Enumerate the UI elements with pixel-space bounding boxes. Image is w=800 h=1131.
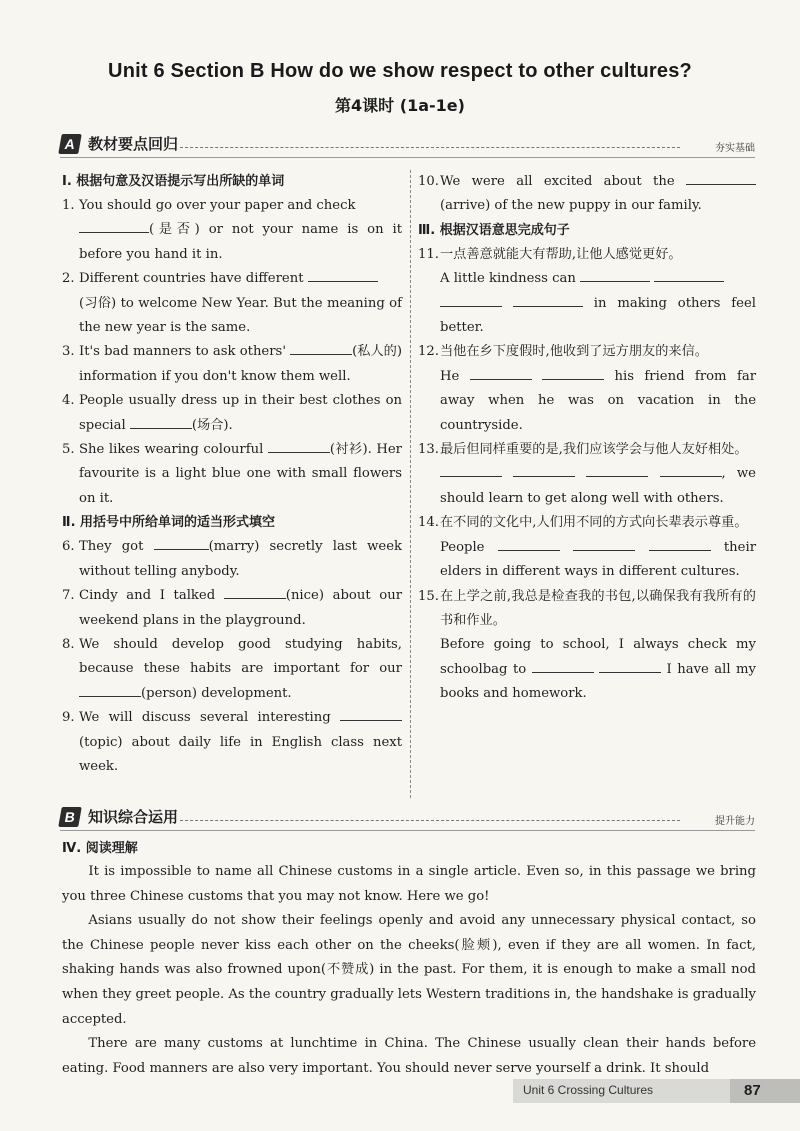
section-b-header [60,806,755,830]
exercise-item-1 [62,194,402,267]
lesson-subtitle: 第4课时 (1a-1e) [335,96,465,115]
right-column [418,170,756,707]
item-chinese: 在上学之前,我总是检查我的书包,以确保我有我所有的书和作业。 [440,588,756,628]
answer-blank[interactable] [599,658,661,673]
answer-blank[interactable] [470,365,532,380]
section-b-badge: B [58,807,82,827]
passage-paragraph: It is impossible to name all Chinese customs in a single article. Even so, in this passage we bring you three Chinese customs that you may not know. Here we go! [62,864,756,904]
exercise-item-8 [62,633,402,706]
item-number: 5. [62,442,75,458]
answer-blank[interactable] [79,682,141,697]
item-text: (是否) or not your name is on it before you hand it in. [79,222,402,262]
item-text: He [440,368,460,384]
part2-heading: Ⅱ. 用括号中所给单词的适当形式填空 [62,515,276,531]
item-number: 1. [62,198,75,213]
item-number: 3. [62,344,75,360]
answer-blank[interactable] [542,365,604,380]
item-text: We should develop good studying habits, because these habits are important for our [79,636,402,677]
item-text: People usually dress up in their best clothes on special [79,393,402,433]
answer-blank[interactable] [308,267,378,282]
item-number: 13. [418,442,439,458]
exercise-item-4 [62,389,402,438]
item-text: Cindy and I talked [79,588,224,604]
part4-heading: Ⅳ. 阅读理解 [62,841,138,856]
exercise-item-9 [62,706,402,779]
item-chinese: 最后但同样重要的是,我们应该学会与他人友好相处。 [440,442,748,458]
item-chinese: 当他在乡下度假时,他收到了远方朋友的来信。 [440,344,708,360]
section-a-badge: A [58,134,82,154]
answer-blank[interactable] [224,584,286,599]
item-text: It's bad manners to ask others' [79,344,291,360]
item-number: 6. [62,539,75,555]
item-text: his friend from far away when he was on vacation in the countryside. [440,368,757,433]
exercise-item-12 [418,340,756,438]
answer-blank[interactable] [340,706,402,721]
answer-blank[interactable] [573,536,635,551]
section-b-tag: 提升能力 [715,816,755,827]
item-text: Different countries have different [79,271,308,287]
section-a-header [60,133,755,157]
exercise-item-14 [418,511,756,584]
page-title: Unit 6 Section B How do we show respect to other cultures? [108,60,692,82]
section-a-tag: 夯实基础 [715,143,755,154]
column-divider [410,170,411,798]
item-number: 2. [62,271,75,287]
item-number: 15. [418,588,439,604]
item-text: She likes wearing colourful [79,442,268,458]
answer-blank[interactable] [532,658,594,673]
reading-passage [62,860,756,1081]
item-text: (nice) about our weekend plans in the playground. [79,588,402,628]
answer-blank[interactable] [586,462,648,477]
exercise-item-11 [418,243,756,341]
exercise-item-15 [418,585,756,707]
item-text: We will discuss several interesting [79,710,340,726]
answer-blank[interactable] [649,536,711,551]
section-underline [60,157,755,158]
item-text: (衬衫). Her favourite is a light blue one with small flowers on it. [79,442,402,506]
item-number: 8. [62,636,75,652]
answer-blank[interactable] [654,267,724,282]
part1-heading: Ⅰ. 根据句意及汉语提示写出所缺的单词 [62,174,285,189]
item-text: (arrive) of the new puppy in our family. [440,198,702,214]
answer-blank[interactable] [130,414,192,429]
left-column [62,170,402,779]
item-text: (person) development. [141,685,292,701]
exercise-item-5 [62,438,402,511]
answer-blank[interactable] [79,218,149,233]
page-number: 87 [730,1079,800,1103]
page-footer [513,1079,800,1103]
answer-blank[interactable] [660,462,722,477]
item-number: 14. [418,515,439,531]
item-text: They got [79,539,154,555]
item-text: (私人的) information if you don't know them well. [79,344,402,384]
item-text: A little kindness can [440,271,576,287]
section-divider [180,820,680,821]
footer-unit-title: Unit 6 Crossing Cultures [523,1083,654,1097]
item-text: (marry) secretly last week without telling anybody. [79,539,403,579]
item-text: You should go over your paper and check [79,198,356,213]
section-a-title: 教材要点回归 [88,135,179,153]
item-text: People [440,539,485,555]
exercise-item-3 [62,340,402,389]
answer-blank[interactable] [440,292,502,307]
item-chinese: 在不同的文化中,人们用不同的方式向长辈表示尊重。 [440,515,748,531]
item-text: (习俗) to welcome New Year. But the meaning of the new year is the same. [79,295,402,336]
answer-blank[interactable] [686,170,756,185]
item-text: (场合). [191,417,233,433]
answer-blank[interactable] [440,462,502,477]
item-text: Before going to school, I always check my schoolbag to [440,637,756,677]
exercise-item-10 [418,170,756,219]
item-number: 9. [62,710,75,726]
exercise-item-13 [418,438,756,511]
answer-blank[interactable] [580,267,650,282]
item-text: , we should learn to get along well with others. [440,466,756,506]
answer-blank[interactable] [498,536,560,551]
part3-heading: Ⅲ. 根据汉语意思完成句子 [418,222,570,238]
item-number: 4. [62,393,75,409]
item-text: I have all my books and homework. [440,661,756,702]
section-underline [60,830,755,831]
answer-blank[interactable] [154,535,209,550]
section-divider [180,147,680,148]
item-chinese: 一点善意就能大有帮助,让他人感觉更好。 [440,246,682,262]
item-text: (topic) about daily life in English class next week. [79,734,402,774]
answer-blank[interactable] [513,292,583,307]
passage-paragraph: There are many customs at lunchtime in China. The Chinese usually clean their hands before eating. Food manners are also very important. You should never serve yourself a drink. It should [62,1036,756,1076]
section-b-title: 知识综合运用 [88,808,179,826]
answer-blank[interactable] [290,340,352,355]
item-text: in making others feel better. [440,295,756,336]
exercise-item-6 [62,535,402,584]
item-number: 7. [62,588,75,604]
passage-paragraph: Asians usually do not show their feelings openly and avoid any unnecessary physical contact, so the Chinese people never kiss each other on the cheeks(脸颊), even if they are all women. In fact, shaking hands was also frowned upon(不赞成) in the past. For them, it is enough to make a small nod when they greet people. As the country gradually lets Western traditions in, the handshake is gradually accepted. [62,913,756,1027]
exercise-item-7 [62,584,402,633]
exercise-item-2 [62,267,402,340]
item-number: 12. [418,344,439,360]
item-text: their elders in different ways in different cultures. [440,539,756,580]
answer-blank[interactable] [268,438,330,453]
item-number: 11. [418,246,439,262]
answer-blank[interactable] [513,462,575,477]
item-number: 10. [418,174,439,189]
item-text: We were all excited about the [440,174,686,189]
